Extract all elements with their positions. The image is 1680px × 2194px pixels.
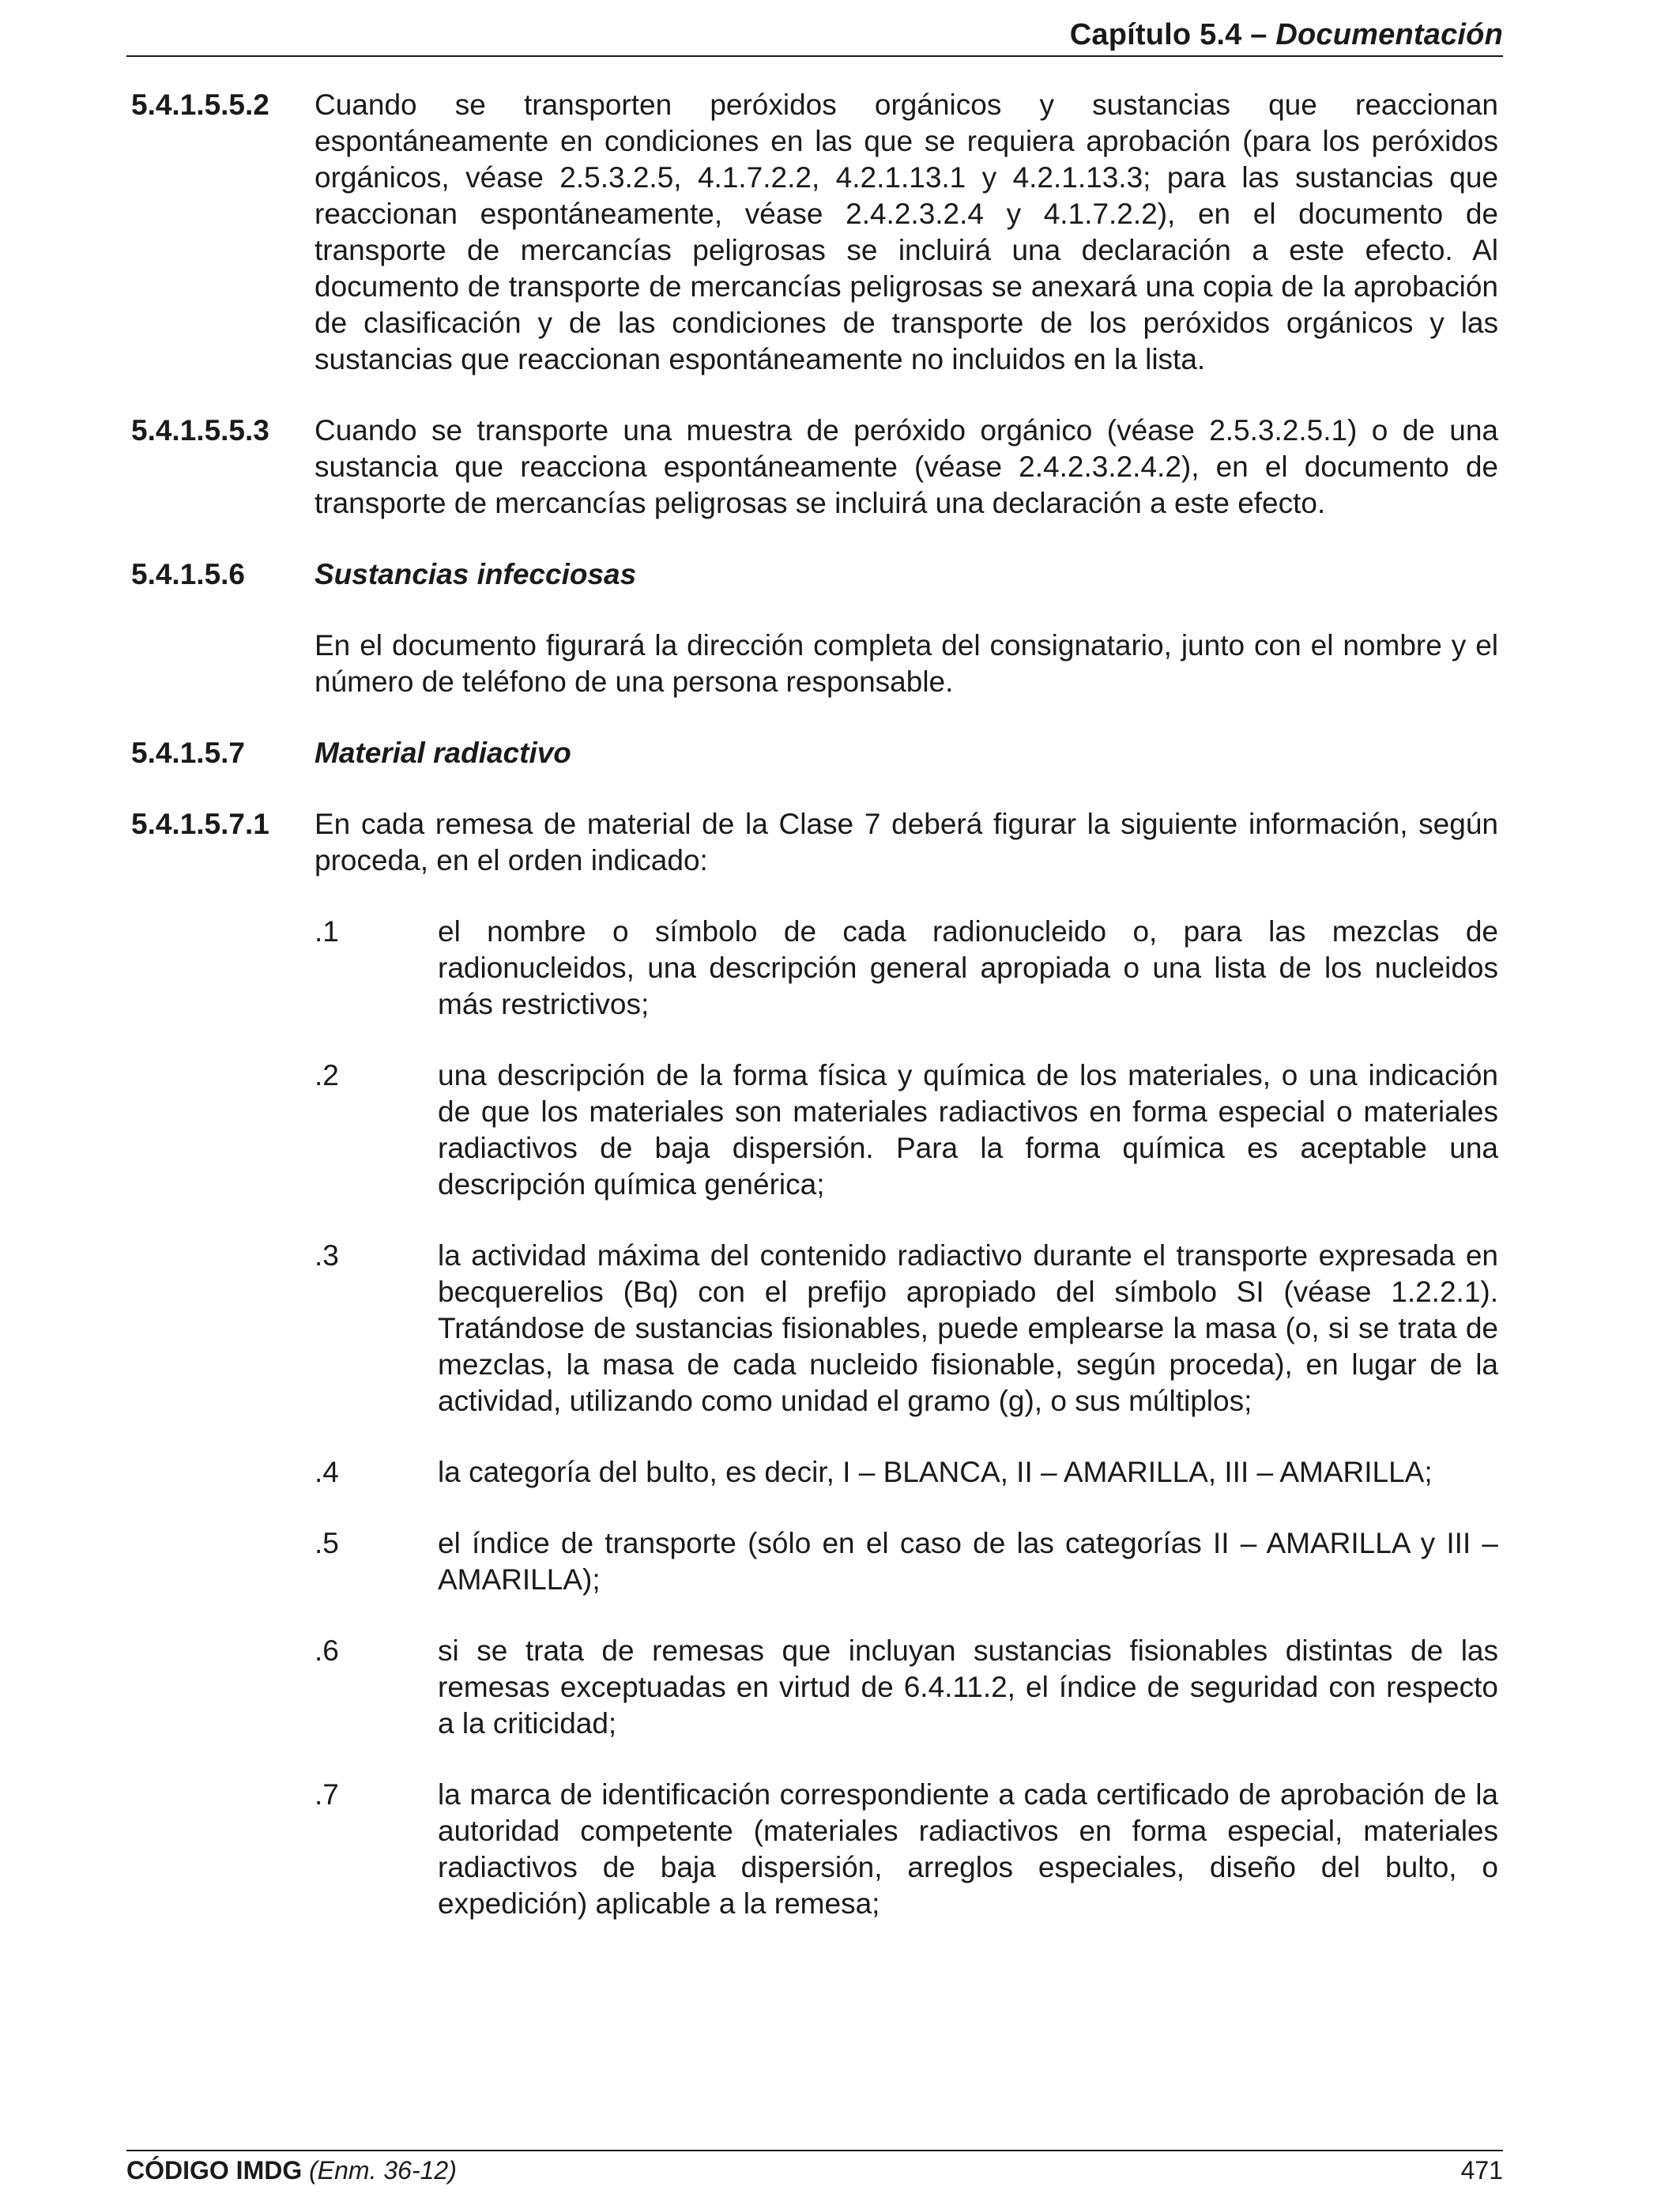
list-item-number: .4 [315, 1456, 339, 1488]
list-item-number: .6 [315, 1634, 339, 1667]
list-item [315, 1238, 1498, 1419]
list-item [315, 914, 1498, 1023]
list-item-number: .5 [315, 1527, 339, 1559]
list-item-text: el índice de transporte (sólo en el caso de las categorías II – AMARILLA y III – AMARILLA); [438, 1527, 1498, 1596]
section-title: Sustancias infecciosas [315, 558, 637, 590]
page-header [126, 14, 1503, 57]
paragraph-text: Cuando se transporte una muestra de peróxido orgánico (véase 2.5.3.2.5.1) o de una sustancia que reacciona espontáneamente (véase 2.4.2.3.2.4.2), en el documento de transporte de mercancías peligrosas se incluirá una declaración a este efecto. [315, 414, 1498, 519]
list-item [315, 1633, 1498, 1742]
section-heading-infecciosas [131, 556, 1498, 593]
page-footer [126, 2150, 1503, 2185]
paragraph-5-4-1-5-5-3 [131, 413, 1498, 522]
chapter-name: Documentación [1275, 17, 1503, 51]
paragraph-number: 5.4.1.5.7.1 [131, 808, 269, 840]
section-number: 5.4.1.5.6 [131, 558, 246, 590]
page-number: 471 [1460, 2156, 1503, 2185]
list-item-text: si se trata de remesas que incluyan sustancias fisionables distintas de las remesas exceptuadas en virtud de 6.4.11.2, el índice de seguridad con respecto a la criticidad; [438, 1634, 1498, 1740]
chapter-number: Capítulo 5.4 – [1069, 17, 1268, 51]
section-title: Material radiactivo [315, 737, 571, 769]
amendment: (Enm. 36-12) [309, 2156, 457, 2185]
list-item-text: la actividad máxima del contenido radiactivo durante el transporte expresada en becquerelios (Bq) con el prefijo apropiado del símbolo SI (véase 1.2.2.1). Tratándose de sustancias fisionables, puede emplearse la masa (o, si se trata de mezclas, la masa de cada nucleido fisionable, según proceda), en lugar de la actividad, utilizando como unidad el gramo (g), o sus múltiplos; [438, 1239, 1498, 1417]
page-body [131, 87, 1498, 1957]
list-item-text: el nombre o símbolo de cada radionucleido o, para las mezclas de radionucleidos, una descripción general apropiada o una lista de los nucleidos más restrictivos; [438, 915, 1498, 1020]
paragraph-text: Cuando se transporten peróxidos orgánicos y sustancias que reaccionan espontáneamente en condiciones en las que se requiera aprobación (para los peróxidos orgánicos, véase 2.5.3.2.5, 4.1.7.2.2, 4.2.1.13.1 y 4.2.1.13.3; para las sustancias que reaccionan espontáneamente, véase 2.4.2.3.2.4 y 4.1.7.2.2), en el documento de transporte de mercancías peligrosas se incluirá una declaración a este efecto. Al documento de transporte de mercancías peligrosas se anexará una copia de la aprobación de clasificación y de las condiciones de transporte de los peróxidos orgánicos y las sustancias que reaccionan espontáneamente no incluidos en la lista. [315, 89, 1498, 375]
paragraph-5-4-1-5-7-1 [131, 806, 1498, 879]
section-heading-radiactivo [131, 735, 1498, 771]
section-number: 5.4.1.5.7 [131, 737, 246, 769]
paragraph-5-4-1-5-5-2 [131, 87, 1498, 378]
list-item-text: una descripción de la forma física y química de los materiales, o una indicación de que los materiales son materiales radiactivos en forma especial o materiales radiactivos de baja dispersión. Para la forma química es aceptable una descripción química genérica; [438, 1059, 1498, 1201]
list-item-number: .1 [315, 915, 339, 948]
code-name: CÓDIGO IMDG [126, 2156, 303, 2185]
paragraph-number: 5.4.1.5.5.2 [131, 89, 269, 121]
list-item-number: .7 [315, 1778, 339, 1811]
paragraph-text: En el documento figurará la dirección completa del consignatario, junto con el nombre y el número de teléfono de una persona responsable. [315, 629, 1498, 698]
list-item [315, 1057, 1498, 1203]
list-item [315, 1525, 1498, 1598]
list-item-number: .3 [315, 1239, 339, 1272]
footer-code [126, 2156, 457, 2185]
list-item [315, 1454, 1498, 1491]
paragraph-number: 5.4.1.5.5.3 [131, 414, 269, 447]
paragraph-text: En cada remesa de material de la Clase 7 deberá figurar la siguiente información, según proceda, en el orden indicado: [315, 808, 1498, 876]
chapter-title [1070, 18, 1503, 52]
list-item-text: la categoría del bulto, es decir, I – BLANCA, II – AMARILLA, III – AMARILLA; [438, 1456, 1433, 1488]
list-item-number: .2 [315, 1059, 339, 1091]
list-item-text: la marca de identificación correspondiente a cada certificado de aprobación de la autoridad competente (materiales radiactivos en forma especial, materiales radiactivos de baja dispersión, arreglos especiales, diseño del bulto, o expedición) aplicable a la remesa; [438, 1778, 1498, 1920]
list-item [315, 1777, 1498, 1922]
